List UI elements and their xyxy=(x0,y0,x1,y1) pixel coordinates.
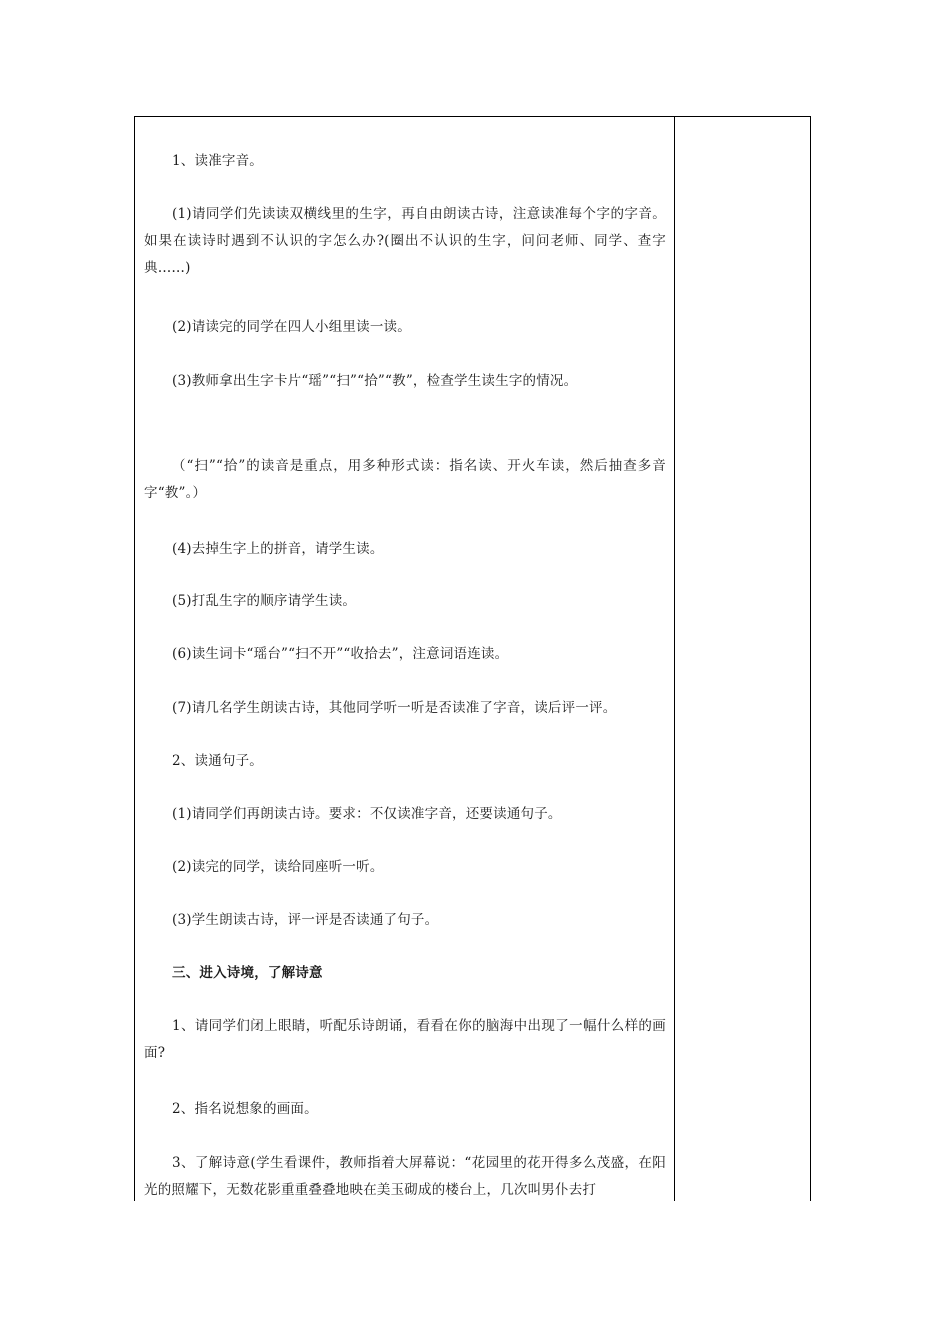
content-cell xyxy=(134,116,674,1201)
paragraph-imagine-1: 1、请同学们闭上眼睛，听配乐诗朗诵，看看在你的脑海中出现了一幅什么样的画面? xyxy=(144,1018,666,1061)
paragraph-sentences-1: (1)请同学们再朗读古诗。要求：不仅读准字音，还要读通句子。 xyxy=(172,806,562,822)
paragraph-step-6: (6)读生词卡“瑶台”“扫不开”“收拾去”，注意词语连读。 xyxy=(172,646,509,662)
paragraph-sentences-2: (2)读完的同学，读给同座听一听。 xyxy=(172,859,384,875)
paragraph-sentences-3: (3)学生朗读古诗，评一评是否读通了句子。 xyxy=(172,912,439,928)
section-heading: 三、进入诗境，了解诗意 xyxy=(172,965,323,981)
paragraph-step-5: (5)打乱生字的顺序请学生读。 xyxy=(172,593,357,609)
paragraph-note: （“扫”“拾”的读音是重点，用多种形式读：指名读、开火车读，然后抽查多音字“教”。） xyxy=(144,458,666,501)
paragraph-step-2: (2)请读完的同学在四人小组里读一读。 xyxy=(172,319,411,335)
paragraph-step-7: (7)请几名学生朗读古诗，其他同学听一听是否读准了字音，读后评一评。 xyxy=(172,700,617,716)
column-divider xyxy=(674,116,675,1201)
paragraph-imagine-3: 3、了解诗意(学生看课件，教师指着大屏幕说：“花园里的花开得多么茂盛，在阳光的照耀下，无数花影重重叠叠地映在美玉砌成的楼台上，几次叫男仆去打 xyxy=(144,1155,666,1198)
paragraph-step-4: (4)去掉生字上的拼音，请学生读。 xyxy=(172,541,384,557)
paragraph-step-3: (3)教师拿出生字卡片“瑶”“扫”“拾”“教”，检查学生读生字的情况。 xyxy=(172,373,578,389)
paragraph-step-1: (1)请同学们先读读双横线里的生字，再自由朗读古诗，注意读准每个字的字音。如果在读诗时遇到不认识的字怎么办?(圈出不认识的生字，问问老师、同学、查字典……) xyxy=(144,206,666,276)
paragraph-read-sentences: 2、读通句子。 xyxy=(172,753,263,769)
paragraph-imagine-2: 2、指名说想象的画面。 xyxy=(172,1101,318,1117)
paragraph-read-pronunciation: 1、读准字音。 xyxy=(172,153,263,169)
